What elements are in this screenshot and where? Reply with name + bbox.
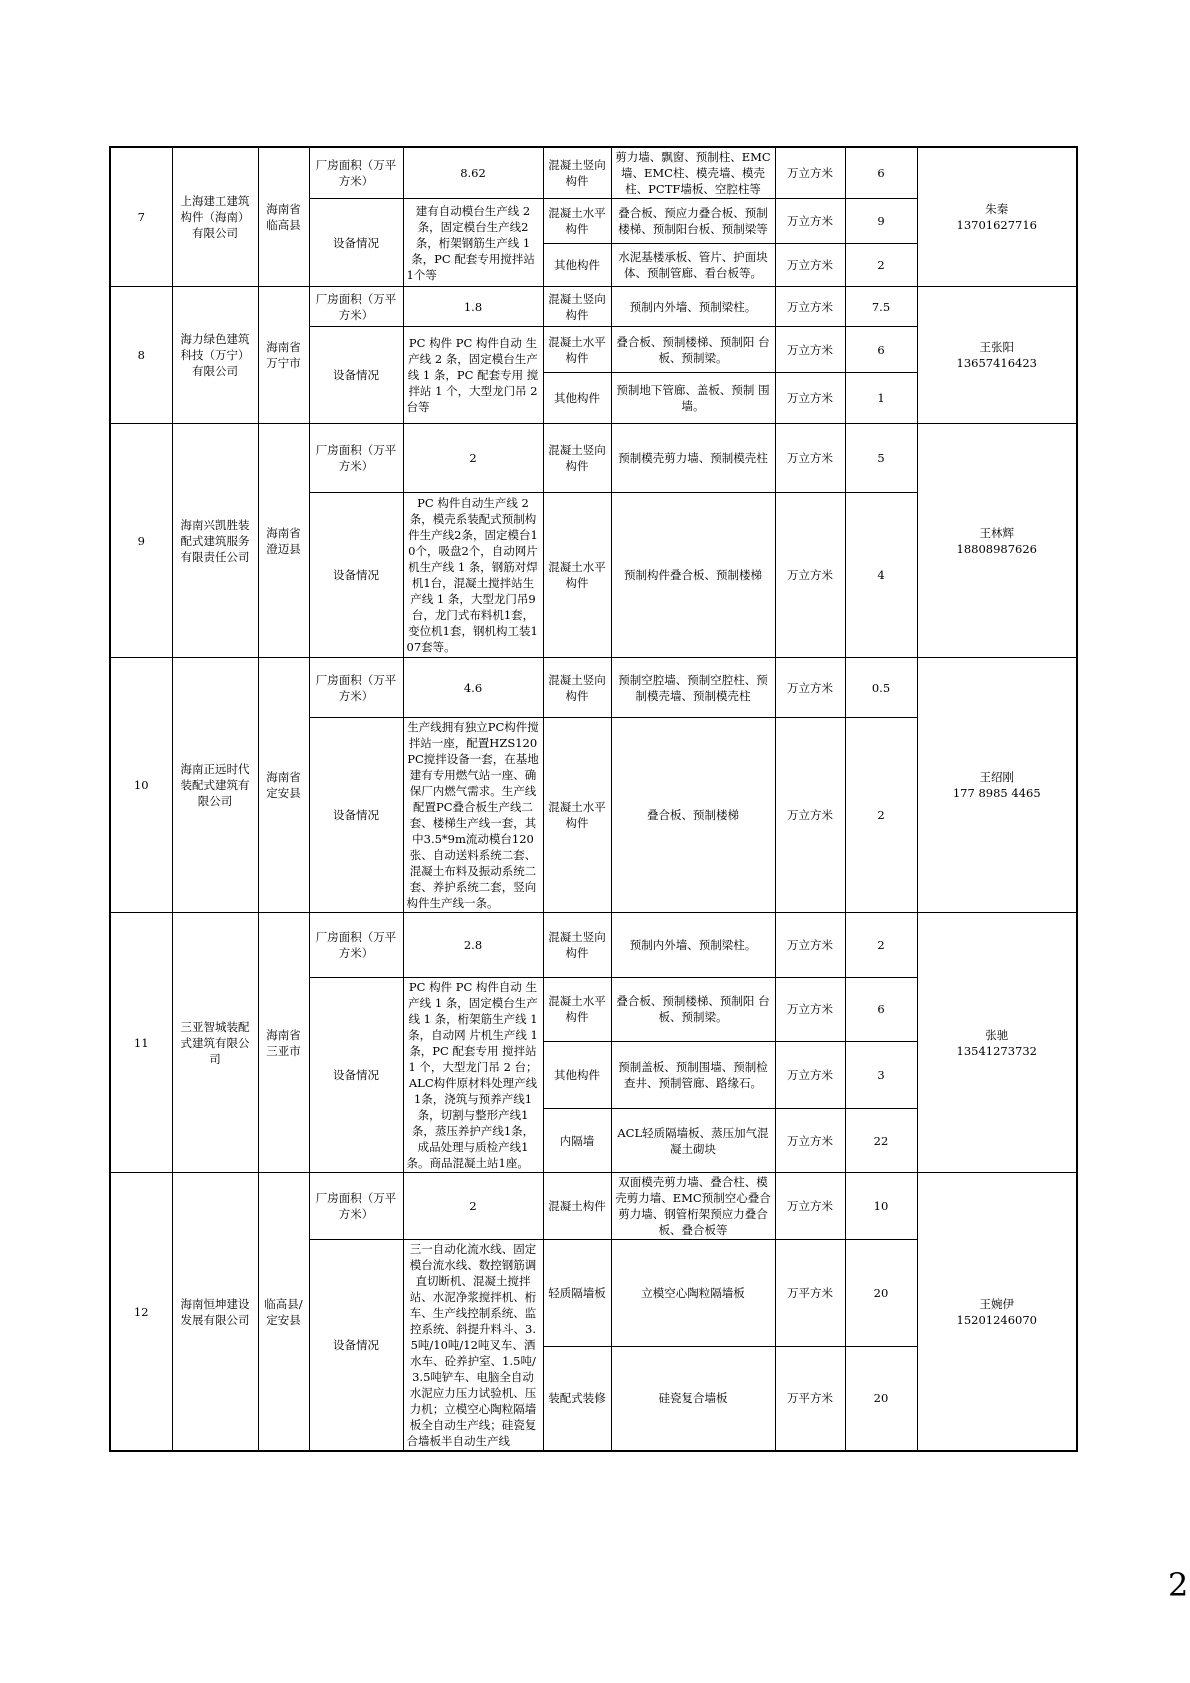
product-category: 装配式装修 bbox=[543, 1346, 611, 1451]
company-region: 海南省临高县 bbox=[258, 147, 309, 287]
equipment-label: 设备情况 bbox=[309, 199, 403, 287]
company-number: 11 bbox=[110, 913, 172, 1173]
table-row bbox=[110, 1173, 1077, 1240]
enterprise-table bbox=[109, 146, 1078, 1452]
product-unit: 万立方米 bbox=[775, 147, 845, 199]
contact-phone: 13657416423 bbox=[956, 356, 1037, 370]
area-value: 8.62 bbox=[403, 147, 543, 199]
product-unit: 万立方米 bbox=[775, 244, 845, 287]
area-value: 2 bbox=[403, 424, 543, 493]
product-items: 预制内外墙、预制梁柱。 bbox=[611, 287, 775, 327]
product-unit: 万立方米 bbox=[775, 424, 845, 493]
product-category: 轻质隔墙板 bbox=[543, 1240, 611, 1347]
area-label: 厂房面积（万平方米） bbox=[309, 913, 403, 978]
company-name: 海南兴凯胜装配式建筑服务有限责任公司 bbox=[172, 424, 258, 658]
product-items: 预制空腔墙、预制空腔柱、预制模壳墙、预制模壳柱 bbox=[611, 658, 775, 718]
product-capacity: 4 bbox=[845, 493, 917, 658]
contact-cell bbox=[917, 424, 1077, 658]
product-capacity: 10 bbox=[845, 1173, 917, 1240]
equipment-description: 建有自动模台生产线 2条，固定模台生产线2条，桁架钢筋生产线 1条，PC 配套专用搅拌站 1个等 bbox=[403, 199, 543, 287]
company-number: 8 bbox=[110, 287, 172, 424]
table-row bbox=[110, 287, 1077, 327]
contact-name: 王林辉 bbox=[979, 525, 1014, 540]
area-value: 2 bbox=[403, 1173, 543, 1240]
contact-cell bbox=[917, 287, 1077, 424]
contact-cell bbox=[917, 1173, 1077, 1452]
contact-phone: 15201246070 bbox=[956, 1312, 1037, 1327]
product-category: 其他构件 bbox=[543, 373, 611, 424]
equipment-description: 生产线拥有独立PC构件搅拌站一座，配置HZS120PC搅拌设备一套，在基地建有专用燃气站一座、确保厂内燃气需求。生产线配置PC叠合板生产线二套、楼梯生产线一套，其中3.5*9m流动模台120张、自动送料系统二套、混凝土布料及振动系统二套、养护系统二套，竖向构件生产线一条。 bbox=[403, 718, 543, 913]
equipment-label: 设备情况 bbox=[309, 327, 403, 424]
product-category: 其他构件 bbox=[543, 244, 611, 287]
company-name: 三亚智城装配式建筑有限公司 bbox=[172, 913, 258, 1173]
product-items: 立模空心陶粒隔墙板 bbox=[611, 1240, 775, 1347]
contact-phone: 18808987626 bbox=[956, 541, 1037, 556]
equipment-label: 设备情况 bbox=[309, 493, 403, 658]
product-items: 水泥基楼承板、管片、护面块体、预制管廊、看台板等。 bbox=[611, 244, 775, 287]
contact-name: 王婉伊 bbox=[979, 1296, 1014, 1311]
product-items: 叠合板、预应力叠合板、预制楼梯、预制阳台板、预制梁等 bbox=[611, 199, 775, 244]
product-capacity: 3 bbox=[845, 1041, 917, 1108]
equipment-label: 设备情况 bbox=[309, 978, 403, 1173]
product-items: 剪力墙、飘窗、预制柱、EMC墙、EMC柱、模壳墙、模壳柱、PCTF墙板、空腔柱等 bbox=[611, 147, 775, 199]
product-unit: 万平方米 bbox=[775, 1346, 845, 1451]
company-number: 12 bbox=[110, 1173, 172, 1452]
product-capacity: 2 bbox=[845, 244, 917, 287]
product-items: 硅瓷复合墙板 bbox=[611, 1346, 775, 1451]
product-category: 混凝土水平构件 bbox=[543, 199, 611, 244]
company-name: 上海建工建筑构件（海南）有限公司 bbox=[172, 147, 258, 287]
contact-phone: 177 8985 4465 bbox=[952, 786, 1041, 800]
product-category: 混凝土构件 bbox=[543, 1173, 611, 1240]
contact-name: 王绍刚 bbox=[979, 770, 1014, 784]
company-number: 10 bbox=[110, 658, 172, 913]
contact-cell bbox=[917, 658, 1077, 913]
product-category: 其他构件 bbox=[543, 1041, 611, 1108]
product-items: 预制模壳剪力墙、预制模壳柱 bbox=[611, 424, 775, 493]
product-capacity: 6 bbox=[845, 978, 917, 1042]
product-unit: 万立方米 bbox=[775, 913, 845, 978]
equipment-label: 设备情况 bbox=[309, 1240, 403, 1452]
product-capacity: 2 bbox=[845, 718, 917, 913]
table-row bbox=[110, 658, 1077, 718]
product-items: ACL轻质隔墙板、蒸压加气混凝土砌块 bbox=[611, 1109, 775, 1173]
product-category: 混凝土竖向构件 bbox=[543, 424, 611, 493]
product-unit: 万立方米 bbox=[775, 493, 845, 658]
equipment-description: 三一自动化流水线、固定模台流水线、数控钢筋调直切断机、混凝土搅拌站、水泥净浆搅拌机、桁车、生产线控制系统、监控系统、斜提升料斗、3.5吨/10吨/12吨叉车、洒水车、砼养护室、1.5吨/3.5吨铲车、电脑全自动水泥应力压力试验机、压力机；立模空心陶粒隔墙板全自动生产线；硅瓷复合墙板半自动生产线 bbox=[403, 1240, 543, 1452]
product-category: 混凝土水平构件 bbox=[543, 978, 611, 1042]
area-value: 4.6 bbox=[403, 658, 543, 718]
company-number: 9 bbox=[110, 424, 172, 658]
table-row bbox=[110, 424, 1077, 493]
equipment-label: 设备情况 bbox=[309, 718, 403, 913]
contact-phone: 13701627716 bbox=[956, 218, 1037, 232]
product-unit: 万立方米 bbox=[775, 658, 845, 718]
company-name: 海南正远时代装配式建筑有限公司 bbox=[172, 658, 258, 913]
area-label: 厂房面积（万平方米） bbox=[309, 658, 403, 718]
company-region: 海南省澄迈县 bbox=[258, 424, 309, 658]
product-items: 预制地下管廊、盖板、预制 围墙。 bbox=[611, 373, 775, 424]
product-category: 混凝土竖向构件 bbox=[543, 913, 611, 978]
product-capacity: 6 bbox=[845, 327, 917, 373]
product-capacity: 20 bbox=[845, 1240, 917, 1347]
company-region: 海南省三亚市 bbox=[258, 913, 309, 1173]
company-region: 临高县/定安县 bbox=[258, 1173, 309, 1452]
product-capacity: 6 bbox=[845, 147, 917, 199]
table-row bbox=[110, 147, 1077, 199]
product-unit: 万立方米 bbox=[775, 327, 845, 373]
product-capacity: 1 bbox=[845, 373, 917, 424]
product-category: 内隔墙 bbox=[543, 1109, 611, 1173]
equipment-description: PC 构件 PC 构件自动 生产线 1 条，固定模台生产线 1 条，桁架筋生产线 1条，自动网 片机生产线 1条，PC 配套专用 搅拌站 1 个，大型龙门吊 2 台；ALC构件原材料处理产线1条，浇筑与预养产线1条，切割与整形产线1条，蒸压养护产线1条， 成品处理与质检产线1条。商品混凝土站1座。 bbox=[403, 978, 543, 1173]
area-value: 1.8 bbox=[403, 287, 543, 327]
table-body bbox=[110, 147, 1077, 1451]
product-items: 叠合板、预制楼梯、预制阳 台板、预制梁。 bbox=[611, 327, 775, 373]
product-items: 叠合板、预制楼梯 bbox=[611, 718, 775, 913]
area-label: 厂房面积（万平方米） bbox=[309, 147, 403, 199]
product-category: 混凝土竖向构件 bbox=[543, 658, 611, 718]
area-label: 厂房面积（万平方米） bbox=[309, 287, 403, 327]
area-label: 厂房面积（万平方米） bbox=[309, 1173, 403, 1240]
area-label: 厂房面积（万平方米） bbox=[309, 424, 403, 493]
product-category: 混凝土水平构件 bbox=[543, 493, 611, 658]
company-number: 7 bbox=[110, 147, 172, 287]
company-region: 海南省定安县 bbox=[258, 658, 309, 913]
product-category: 混凝土竖向构件 bbox=[543, 147, 611, 199]
product-capacity: 7.5 bbox=[845, 287, 917, 327]
area-value: 2.8 bbox=[403, 913, 543, 978]
product-unit: 万立方米 bbox=[775, 718, 845, 913]
product-capacity: 9 bbox=[845, 199, 917, 244]
product-items: 叠合板、预制楼梯、预制阳 台板、预制梁。 bbox=[611, 978, 775, 1042]
product-unit: 万立方米 bbox=[775, 1109, 845, 1173]
product-capacity: 0.5 bbox=[845, 658, 917, 718]
company-name: 海力绿色建筑科技（万宁）有限公司 bbox=[172, 287, 258, 424]
product-unit: 万立方米 bbox=[775, 287, 845, 327]
contact-name: 张驰 bbox=[985, 1027, 1009, 1042]
product-unit: 万立方米 bbox=[775, 373, 845, 424]
product-unit: 万立方米 bbox=[775, 978, 845, 1042]
product-unit: 万立方米 bbox=[775, 1041, 845, 1108]
contact-name: 王张阳 bbox=[979, 340, 1014, 354]
product-unit: 万平方米 bbox=[775, 1240, 845, 1347]
contact-phone: 13541273732 bbox=[956, 1043, 1037, 1058]
product-unit: 万立方米 bbox=[775, 1173, 845, 1240]
product-items: 预制内外墙、预制梁柱。 bbox=[611, 913, 775, 978]
product-items: 双面模壳剪力墙、叠合柱、模壳剪力墙、EMC预制空心叠合剪力墙、钢管桁架预应力叠合板、叠合板等 bbox=[611, 1173, 775, 1240]
product-items: 预制盖板、预制围墙、预制检查井、预制管廊、路缘石。 bbox=[611, 1041, 775, 1108]
contact-cell bbox=[917, 913, 1077, 1173]
product-category: 混凝土水平构件 bbox=[543, 718, 611, 913]
product-capacity: 20 bbox=[845, 1346, 917, 1451]
product-capacity: 2 bbox=[845, 913, 917, 978]
company-region: 海南省万宁市 bbox=[258, 287, 309, 424]
equipment-description: PC 构件 PC 构件自动 生产线 2 条，固定模台生产线 1 条，PC 配套专用 搅拌站 1 个，大型龙门吊 2台等 bbox=[403, 327, 543, 424]
product-capacity: 5 bbox=[845, 424, 917, 493]
page-number: 2 bbox=[1168, 1566, 1189, 1604]
contact-cell bbox=[917, 147, 1077, 287]
product-items: 预制构件叠合板、预制楼梯 bbox=[611, 493, 775, 658]
contact-name: 朱秦 bbox=[985, 202, 1009, 216]
product-category: 混凝土竖向构件 bbox=[543, 287, 611, 327]
table-row bbox=[110, 913, 1077, 978]
product-capacity: 22 bbox=[845, 1109, 917, 1173]
product-category: 混凝土水平构件 bbox=[543, 327, 611, 373]
equipment-description: PC 构件自动生产线 2 条，模壳系装配式预制构件生产线2条，固定模台10个，吸盘2个，自动网片机生产线 1 条，钢筋对焊机1台，混凝土搅拌站生产线 1 条，大型龙门吊9台，龙门式布料机1套，变位机1套，钢机构工装107套等。 bbox=[403, 493, 543, 658]
company-name: 海南恒坤建设发展有限公司 bbox=[172, 1173, 258, 1452]
product-unit: 万立方米 bbox=[775, 199, 845, 244]
